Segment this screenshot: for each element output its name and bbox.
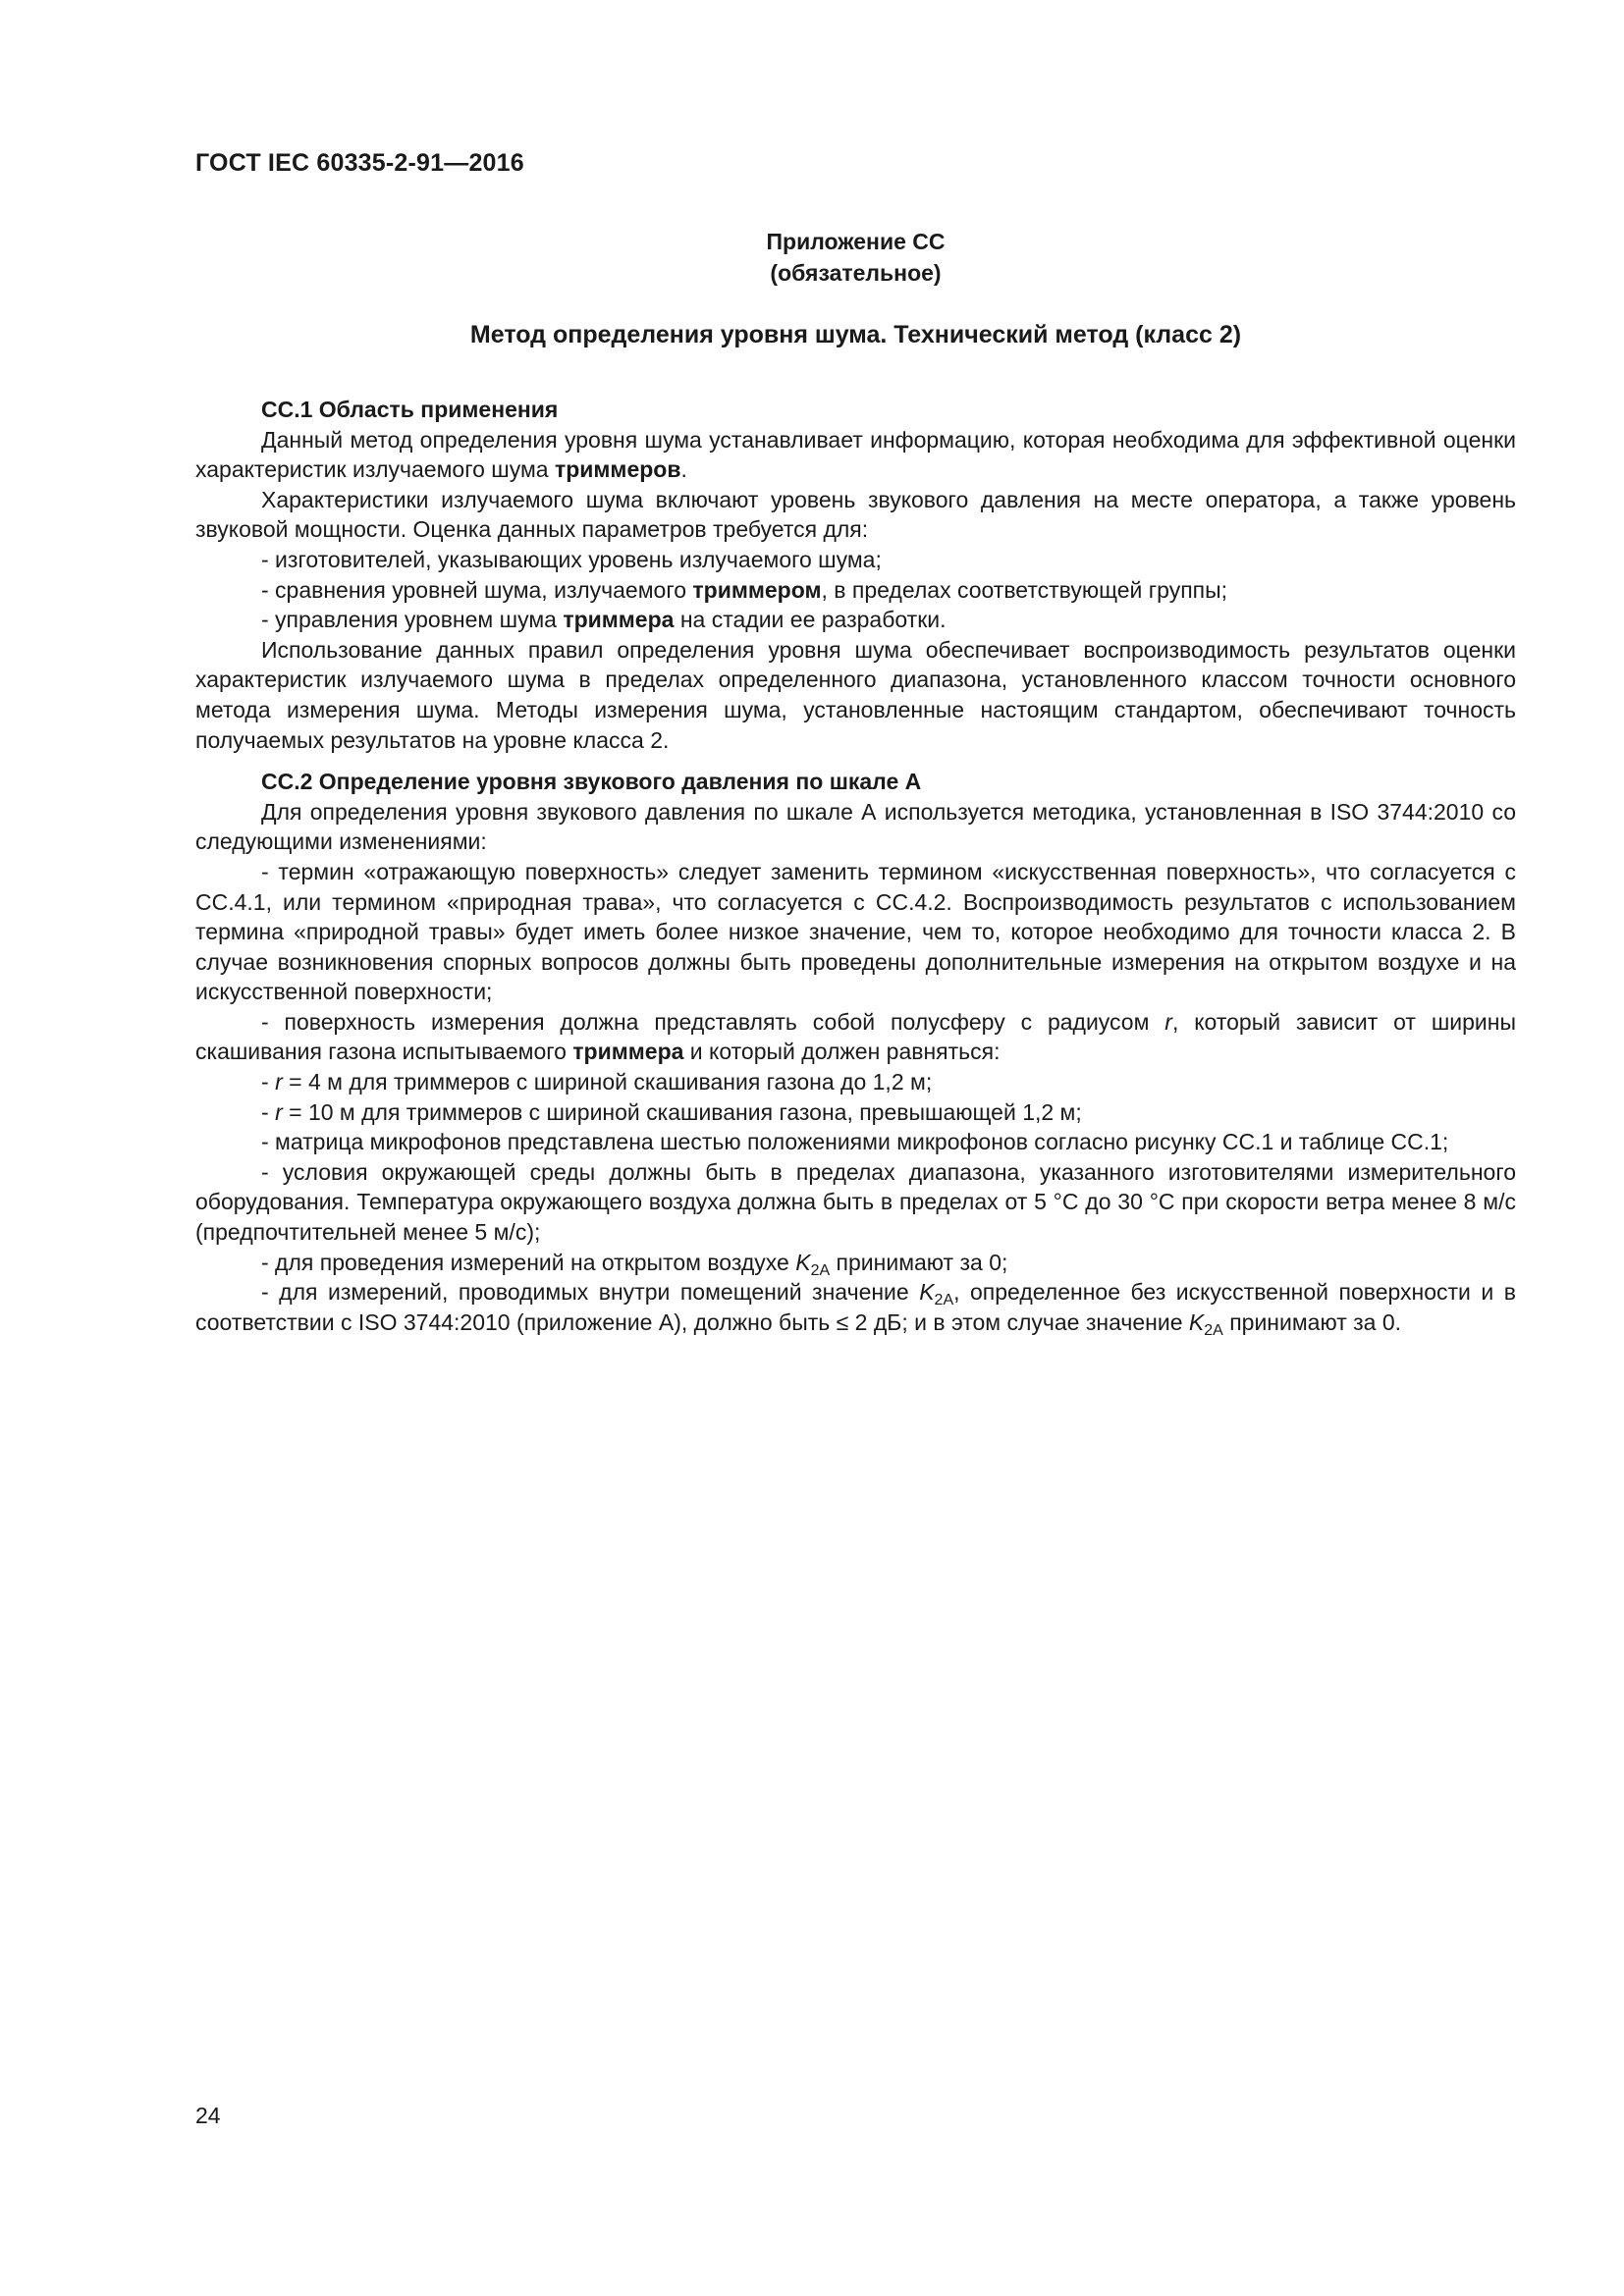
paragraph: Характеристики излучаемого шума включают уровень звукового давления на месте оператора, а также уровень звуковой мощности. Оценка данных параметров требуется для: [195,486,1516,543]
list-item: - поверхность измерения должна представлять собой полусферу с радиусом r, который зависит от ширины скашивания газона испытываемого триммера и который должен равняться: [195,1008,1517,1065]
list-item: - матрица микрофонов представлена шестью положениями микрофонов согласно рисунку СС.1 и таблице СС.1; [261,1129,1449,1155]
annex-title: Приложение СС [766,229,946,254]
list-item: - r = 4 м для триммеров с шириной скашивания газона до 1,2 м; [261,1069,933,1095]
paragraph: Данный метод определения уровня шума устанавливает информацию, которая необходима для эффективной оценки характеристик излучаемого шума триммеров. [195,426,1516,483]
list-item: - для проведения измерений на открытом воздухе $K_{2A}$ принимают за 0; [261,1249,1008,1279]
list-item: - условия окружающей среды должны быть в пределах диапазона, указанного изготовителями измерительного оборудования. Температура окружающего воздуха должна быть в пределах от 5 °С до 30 °С при скорости ветра менее 8 м/с (предпочтительней менее 5 м/с); [195,1158,1516,1246]
list-item: - сравнения уровней шума, излучаемого триммером, в пределах соответствующей группы; [261,576,1228,603]
list-item: - термин «отражающую поверхность» следует заменить термином «искусственная поверхность», что согласуется с СС.4.1, или термином «природная трава», что согласуется с СС.4.2. Воспроизводимость результатов с использованием термина «природной травы» будет иметь более низкое значение, чем то, которое необходимо для точности класса 2. В случае возникновения спорных вопросов должны быть проведены дополнительные измерения на открытом воздухе и на искусственной поверхности; [195,858,1516,1005]
method-title: Метод определения уровня шума. Технический метод (класс 2) [469,321,1242,348]
annex-body [195,395,1516,1337]
standard-header: ГОСТ IEC 60335-2-91—2016 [195,149,524,177]
annex-status: (обязательное) [770,260,942,286]
page-number: 24 [195,2103,221,2128]
list-item: - для измерений, проводимых внутри помещений значение $K_{2A}$, определенное без искусственной поверхности и в соответствии с ISO 3744:2010 (приложение А), должно быть ≤ 2 дБ; и в этом случае значение $K_{2A}$ принимают за 0. [195,1279,1516,1339]
list-item: - управления уровнем шума триммера на стадии ее разработки. [261,607,947,633]
section-heading-cc2: СС.2 Определение уровня звукового давления по шкале А [261,769,922,795]
paragraph: Для определения уровня звукового давления по шкале А используется методика, установленная в ISO 3744:2010 со следующими изменениями: [195,798,1516,855]
list-item: - r = 10 м для триммеров с шириной скашивания газона, превышающей 1,2 м; [261,1098,1082,1125]
paragraph: Использование данных правил определения уровня шума обеспечивает воспроизводимость результатов оценки характеристик излучаемого шума в пределах определенного диапазона, установленного классом точности основного метода измерения шума. Методы измерения шума, установленные настоящим стандартом, обеспечивают точность получаемых результатов на уровне класса 2. [195,636,1516,753]
list-item: - изготовителей, указывающих уровень излучаемого шума; [261,546,882,572]
section-heading-cc1: СС.1 Область применения [261,397,559,422]
